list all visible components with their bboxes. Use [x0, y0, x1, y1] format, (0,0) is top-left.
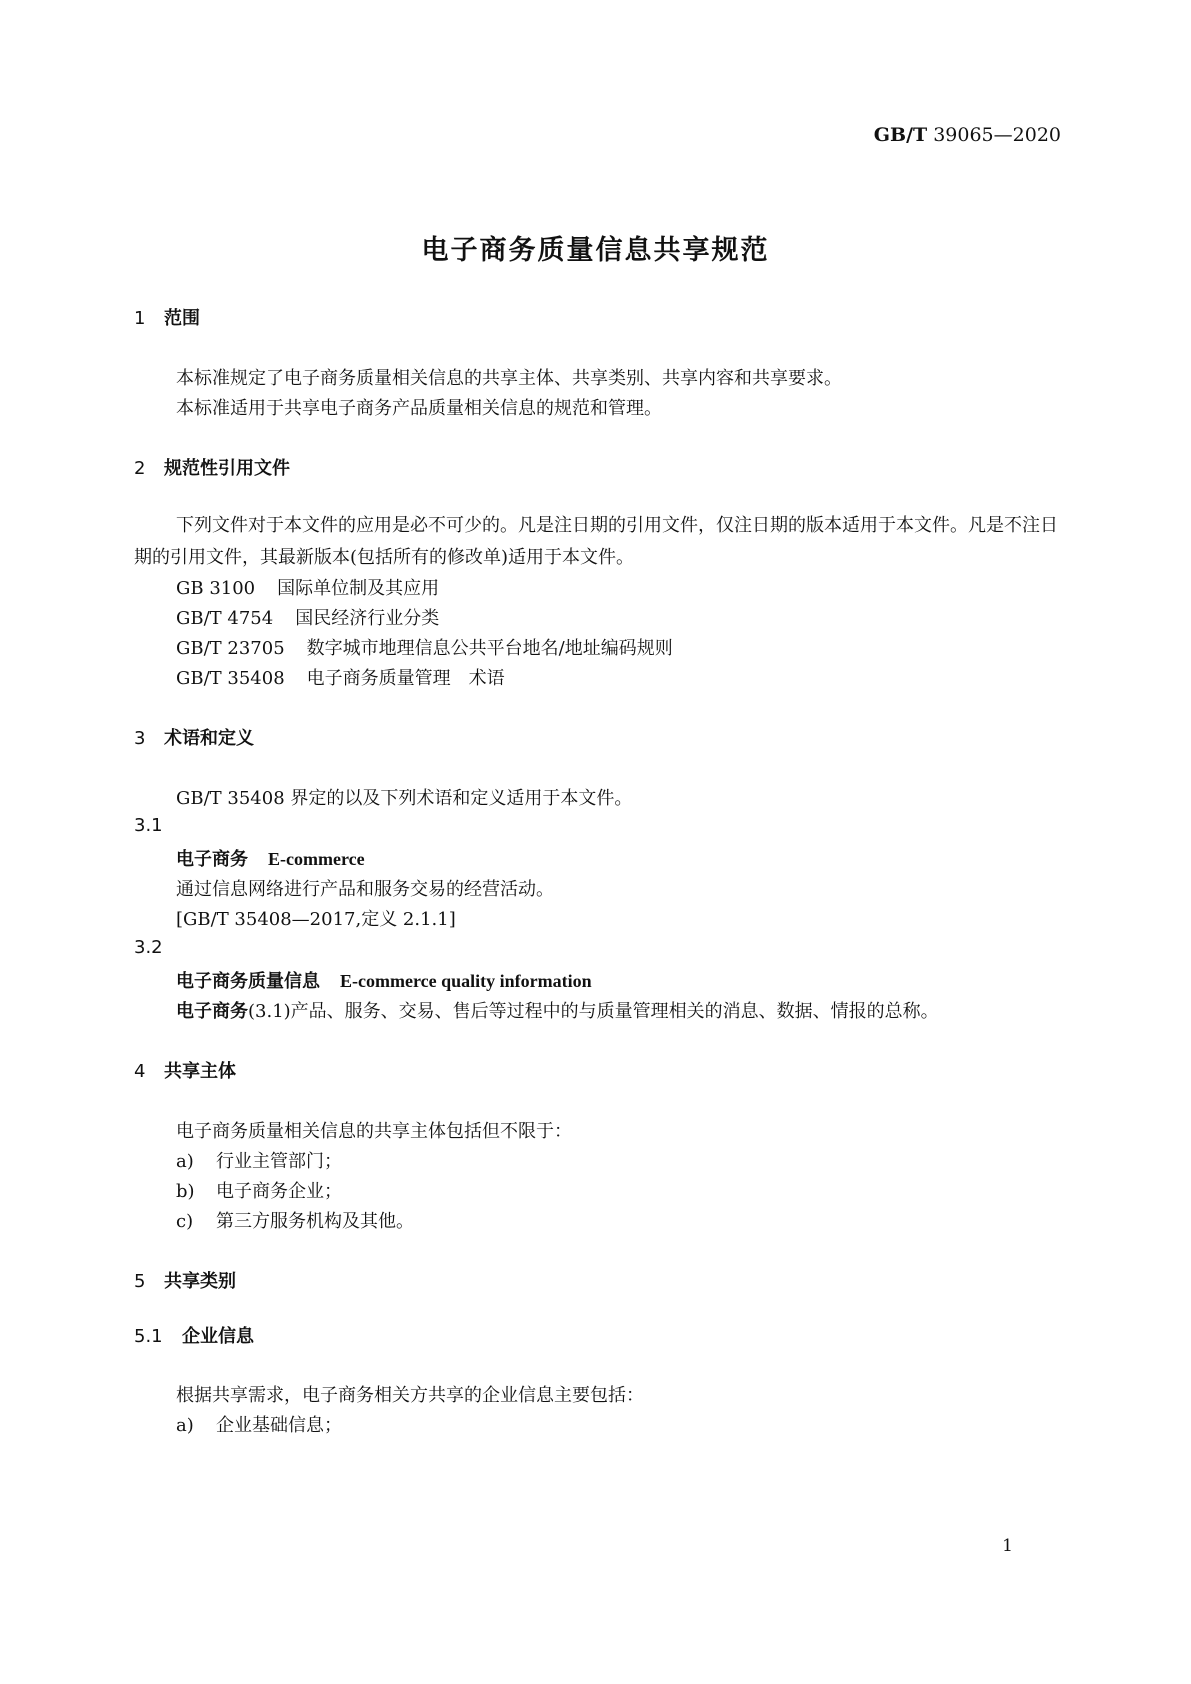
- standard-code: [874, 124, 1061, 146]
- definition-text: (3.1)产品、服务、交易、售后等过程中的与质量管理相关的消息、数据、情报的总称。: [248, 1001, 939, 1022]
- list-text: 企业基础信息；: [216, 1415, 342, 1436]
- normative-reference: [176, 604, 439, 630]
- term-definition: 通过信息网络进行产品和服务交易的经营活动。: [176, 879, 554, 900]
- section-title: 共享主体: [164, 1061, 236, 1082]
- list-marker: a): [176, 1151, 194, 1172]
- section-2-heading: [134, 454, 290, 480]
- section-4-heading: [134, 1057, 236, 1083]
- term-definition: [176, 997, 939, 1023]
- list-item: [176, 1177, 342, 1203]
- section-3-heading: [134, 724, 254, 750]
- list-item: [176, 1411, 342, 1437]
- list-marker: a): [176, 1415, 194, 1436]
- section-title: 术语和定义: [164, 728, 254, 749]
- term-en: E-commerce quality information: [340, 971, 592, 991]
- reference-code: GB/T 23705: [176, 638, 285, 659]
- reference-code: GB/T 4754: [176, 608, 274, 629]
- paragraph: 电子商务质量相关信息的共享主体包括但不限于：: [176, 1121, 572, 1142]
- reference-title: 电子商务质量管理 术语: [306, 668, 505, 689]
- section-title: 规范性引用文件: [164, 458, 290, 479]
- section-number: 3: [134, 728, 146, 749]
- section-number: 2: [134, 458, 146, 479]
- term-number: 3.2: [134, 937, 163, 958]
- standard-code-prefix: GB/T: [873, 124, 928, 146]
- term-en: E-commerce: [268, 849, 365, 869]
- term-zh: 电子商务: [176, 849, 248, 870]
- normative-reference: [176, 574, 439, 600]
- paragraph: GB/T 35408 界定的以及下列术语和定义适用于本文件。: [176, 788, 633, 809]
- section-1-heading: [134, 304, 200, 330]
- paragraph: 本标准适用于共享电子商务产品质量相关信息的规范和管理。: [176, 398, 662, 419]
- list-text: 电子商务企业；: [216, 1181, 342, 1202]
- term-entry: [176, 967, 592, 993]
- list-item: [176, 1207, 414, 1233]
- list-item: [176, 1147, 342, 1173]
- section-number: 4: [134, 1061, 146, 1082]
- list-text: 行业主管部门；: [216, 1151, 342, 1172]
- term-source: [GB/T 35408—2017,定义 2.1.1]: [176, 909, 456, 930]
- document-title: 电子商务质量信息共享规范: [421, 235, 770, 266]
- reference-title: 数字城市地理信息公共平台地名/地址编码规则: [306, 638, 673, 659]
- term-entry: [176, 845, 365, 871]
- reference-title: 国民经济行业分类: [295, 608, 440, 629]
- term-reference: 电子商务: [176, 1001, 248, 1022]
- normative-reference: [176, 664, 505, 690]
- normative-reference: [176, 634, 673, 660]
- section-title: 企业信息: [182, 1326, 254, 1347]
- standard-code-number: 39065—2020: [933, 124, 1061, 146]
- list-marker: c): [176, 1211, 194, 1232]
- section-title: 共享类别: [164, 1271, 236, 1292]
- section-title: 范围: [164, 308, 200, 329]
- section-5-heading: [134, 1267, 236, 1293]
- term-zh: 电子商务质量信息: [176, 971, 320, 992]
- reference-title: 国际单位制及其应用: [277, 578, 440, 599]
- section-number: 5.1: [134, 1326, 163, 1347]
- section-number: 5: [134, 1271, 146, 1292]
- section-5-1-heading: [134, 1322, 254, 1348]
- term-number: 3.1: [134, 815, 163, 836]
- paragraph: 本标准规定了电子商务质量相关信息的共享主体、共享类别、共享内容和共享要求。: [176, 368, 842, 389]
- list-text: 第三方服务机构及其他。: [216, 1211, 414, 1232]
- page-number: 1: [1002, 1536, 1013, 1556]
- paragraph: 根据共享需求，电子商务相关方共享的企业信息主要包括：: [176, 1385, 644, 1406]
- reference-code: GB 3100: [176, 578, 256, 599]
- list-marker: b): [176, 1181, 195, 1202]
- paragraph: 下列文件对于本文件的应用是必不可少的。凡是注日期的引用文件，仅注日期的版本适用于本文件。凡是不注日期的引用文件，其最新版本(包括所有的修改单)适用于本文件。: [134, 515, 1058, 568]
- section-number: 1: [134, 308, 146, 329]
- reference-code: GB/T 35408: [176, 668, 285, 689]
